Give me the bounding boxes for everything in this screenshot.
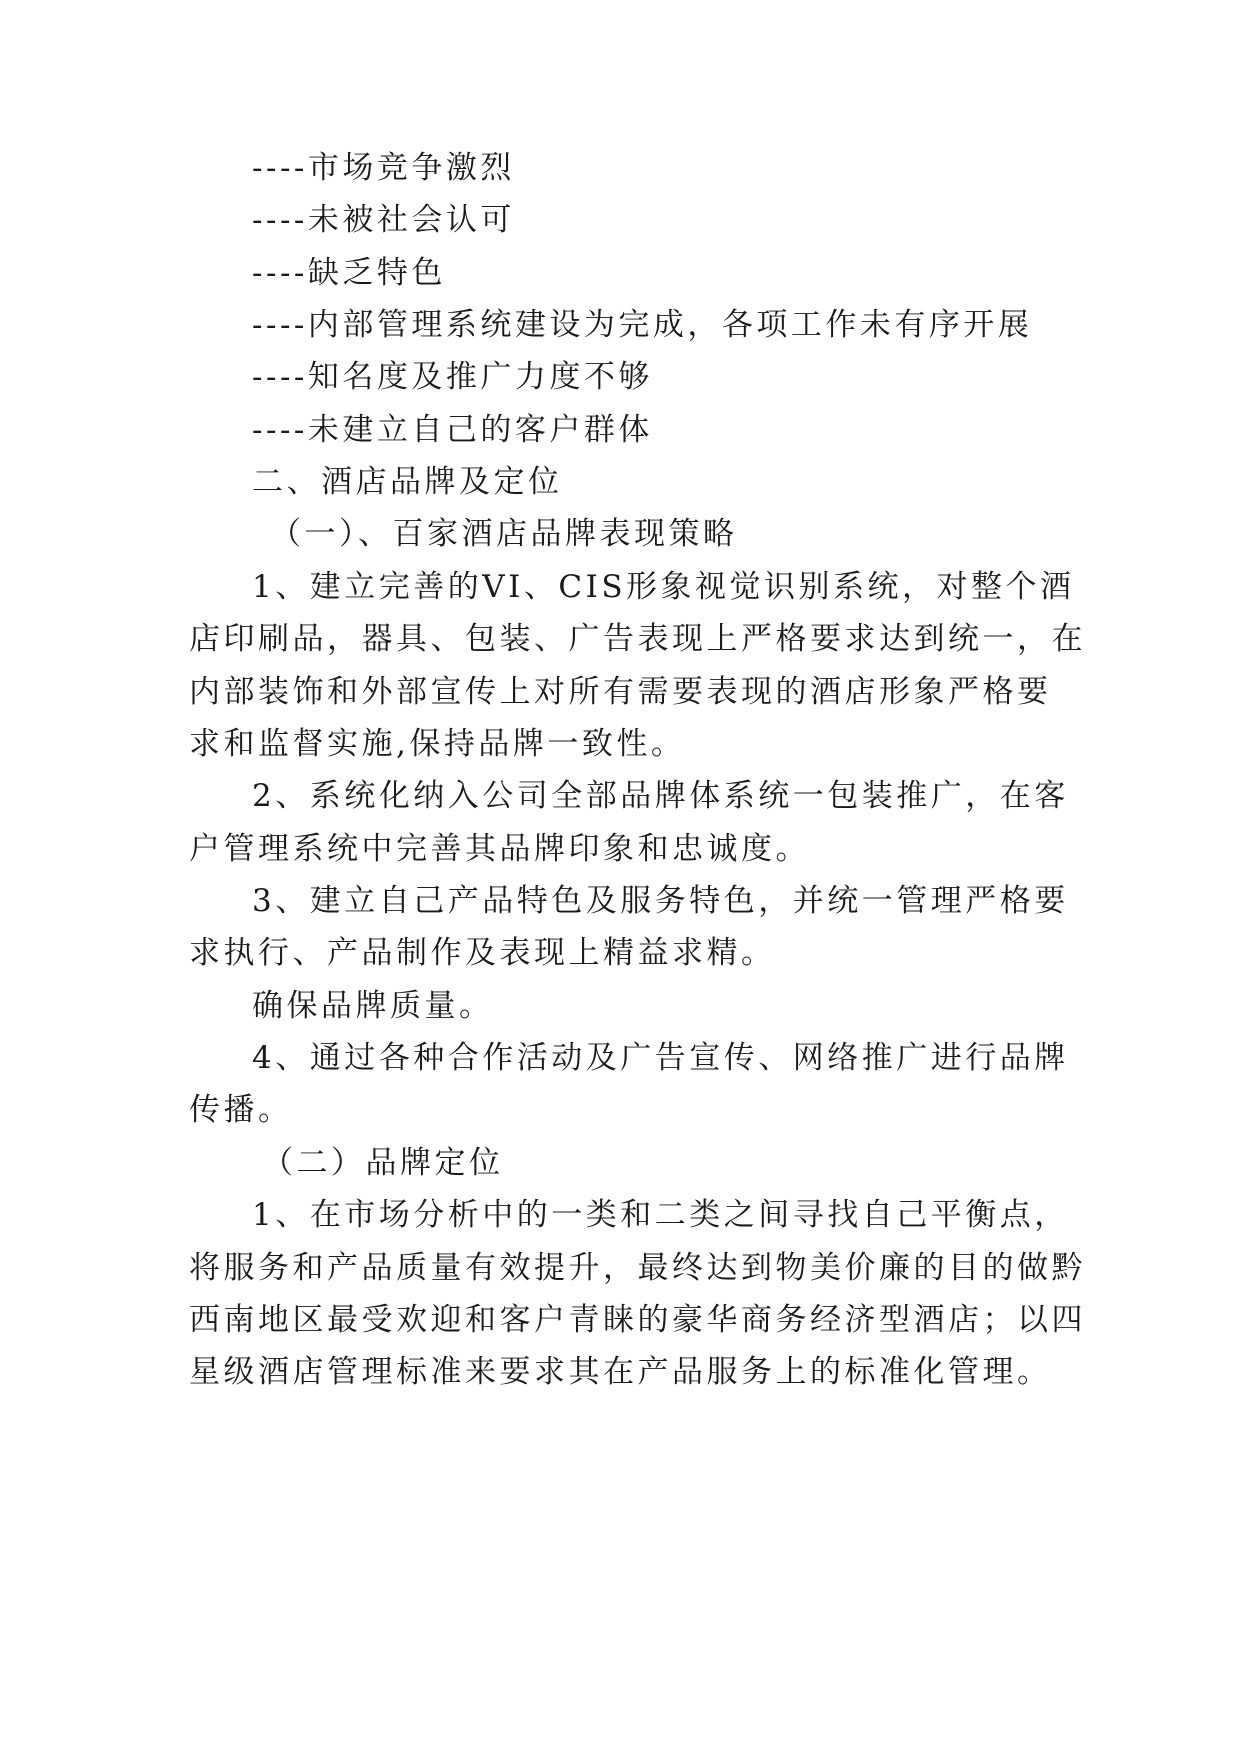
paragraph-1-line-4: 求和监督实施,保持品牌一致性。	[189, 726, 686, 762]
paragraph-3-line-3: 确保品牌质量。	[252, 988, 494, 1024]
bullet-line-3: ----缺乏特色	[252, 255, 446, 291]
subsection-heading-2: （二）品牌定位	[262, 1145, 504, 1181]
bullet-line-2: ----未被社会认可	[252, 202, 515, 238]
paragraph-5-line-2: 将服务和产品质量有效提升，最终达到物美价廉的目的做黔	[189, 1250, 1086, 1286]
paragraph-3-line-2: 求执行、产品制作及表现上精益求精。	[189, 935, 776, 971]
paragraph-5-line-1: 1、在市场分析中的一类和二类之间寻找自己平衡点，	[252, 1197, 1069, 1233]
paragraph-1-line-2: 店印刷品，器具、包装、广告表现上严格要求达到统一，在	[189, 621, 1086, 657]
paragraph-4-line-2: 传播。	[189, 1092, 293, 1128]
bullet-line-4: ----内部管理系统建设为完成，各项工作未有序开展	[252, 307, 1033, 343]
paragraph-1-line-1: 1、建立完善的VI、CIS形象视觉识别系统，对整个酒	[252, 569, 1075, 605]
paragraph-5-line-3: 西南地区最受欢迎和客户青睐的豪华商务经济型酒店；以四	[189, 1302, 1086, 1338]
bullet-line-6: ----未建立自己的客户群体	[252, 412, 653, 448]
bullet-line-5: ----知名度及推广力度不够	[252, 359, 653, 395]
paragraph-2-line-1: 2、系统化纳入公司全部品牌体系统一包装推广，在客	[252, 778, 1069, 814]
paragraph-1-line-3: 内部装饰和外部宣传上对所有需要表现的酒店形象严格要	[189, 674, 1052, 710]
paragraph-5-line-4: 星级酒店管理标准来要求其在产品服务上的标准化管理。	[189, 1354, 1052, 1390]
paragraph-4-line-1: 4、通过各种合作活动及广告宣传、网络推广进行品牌	[252, 1040, 1069, 1076]
bullet-line-1: ----市场竞争激烈	[252, 150, 515, 186]
subsection-heading-1: （一）、百家酒店品牌表现策略	[270, 516, 738, 552]
paragraph-3-line-1: 3、建立自己产品特色及服务特色，并统一管理严格要	[252, 883, 1069, 919]
paragraph-2-line-2: 户管理系统中完善其品牌印象和忠诚度。	[189, 831, 810, 867]
section-heading: 二、酒店品牌及定位	[252, 464, 563, 500]
